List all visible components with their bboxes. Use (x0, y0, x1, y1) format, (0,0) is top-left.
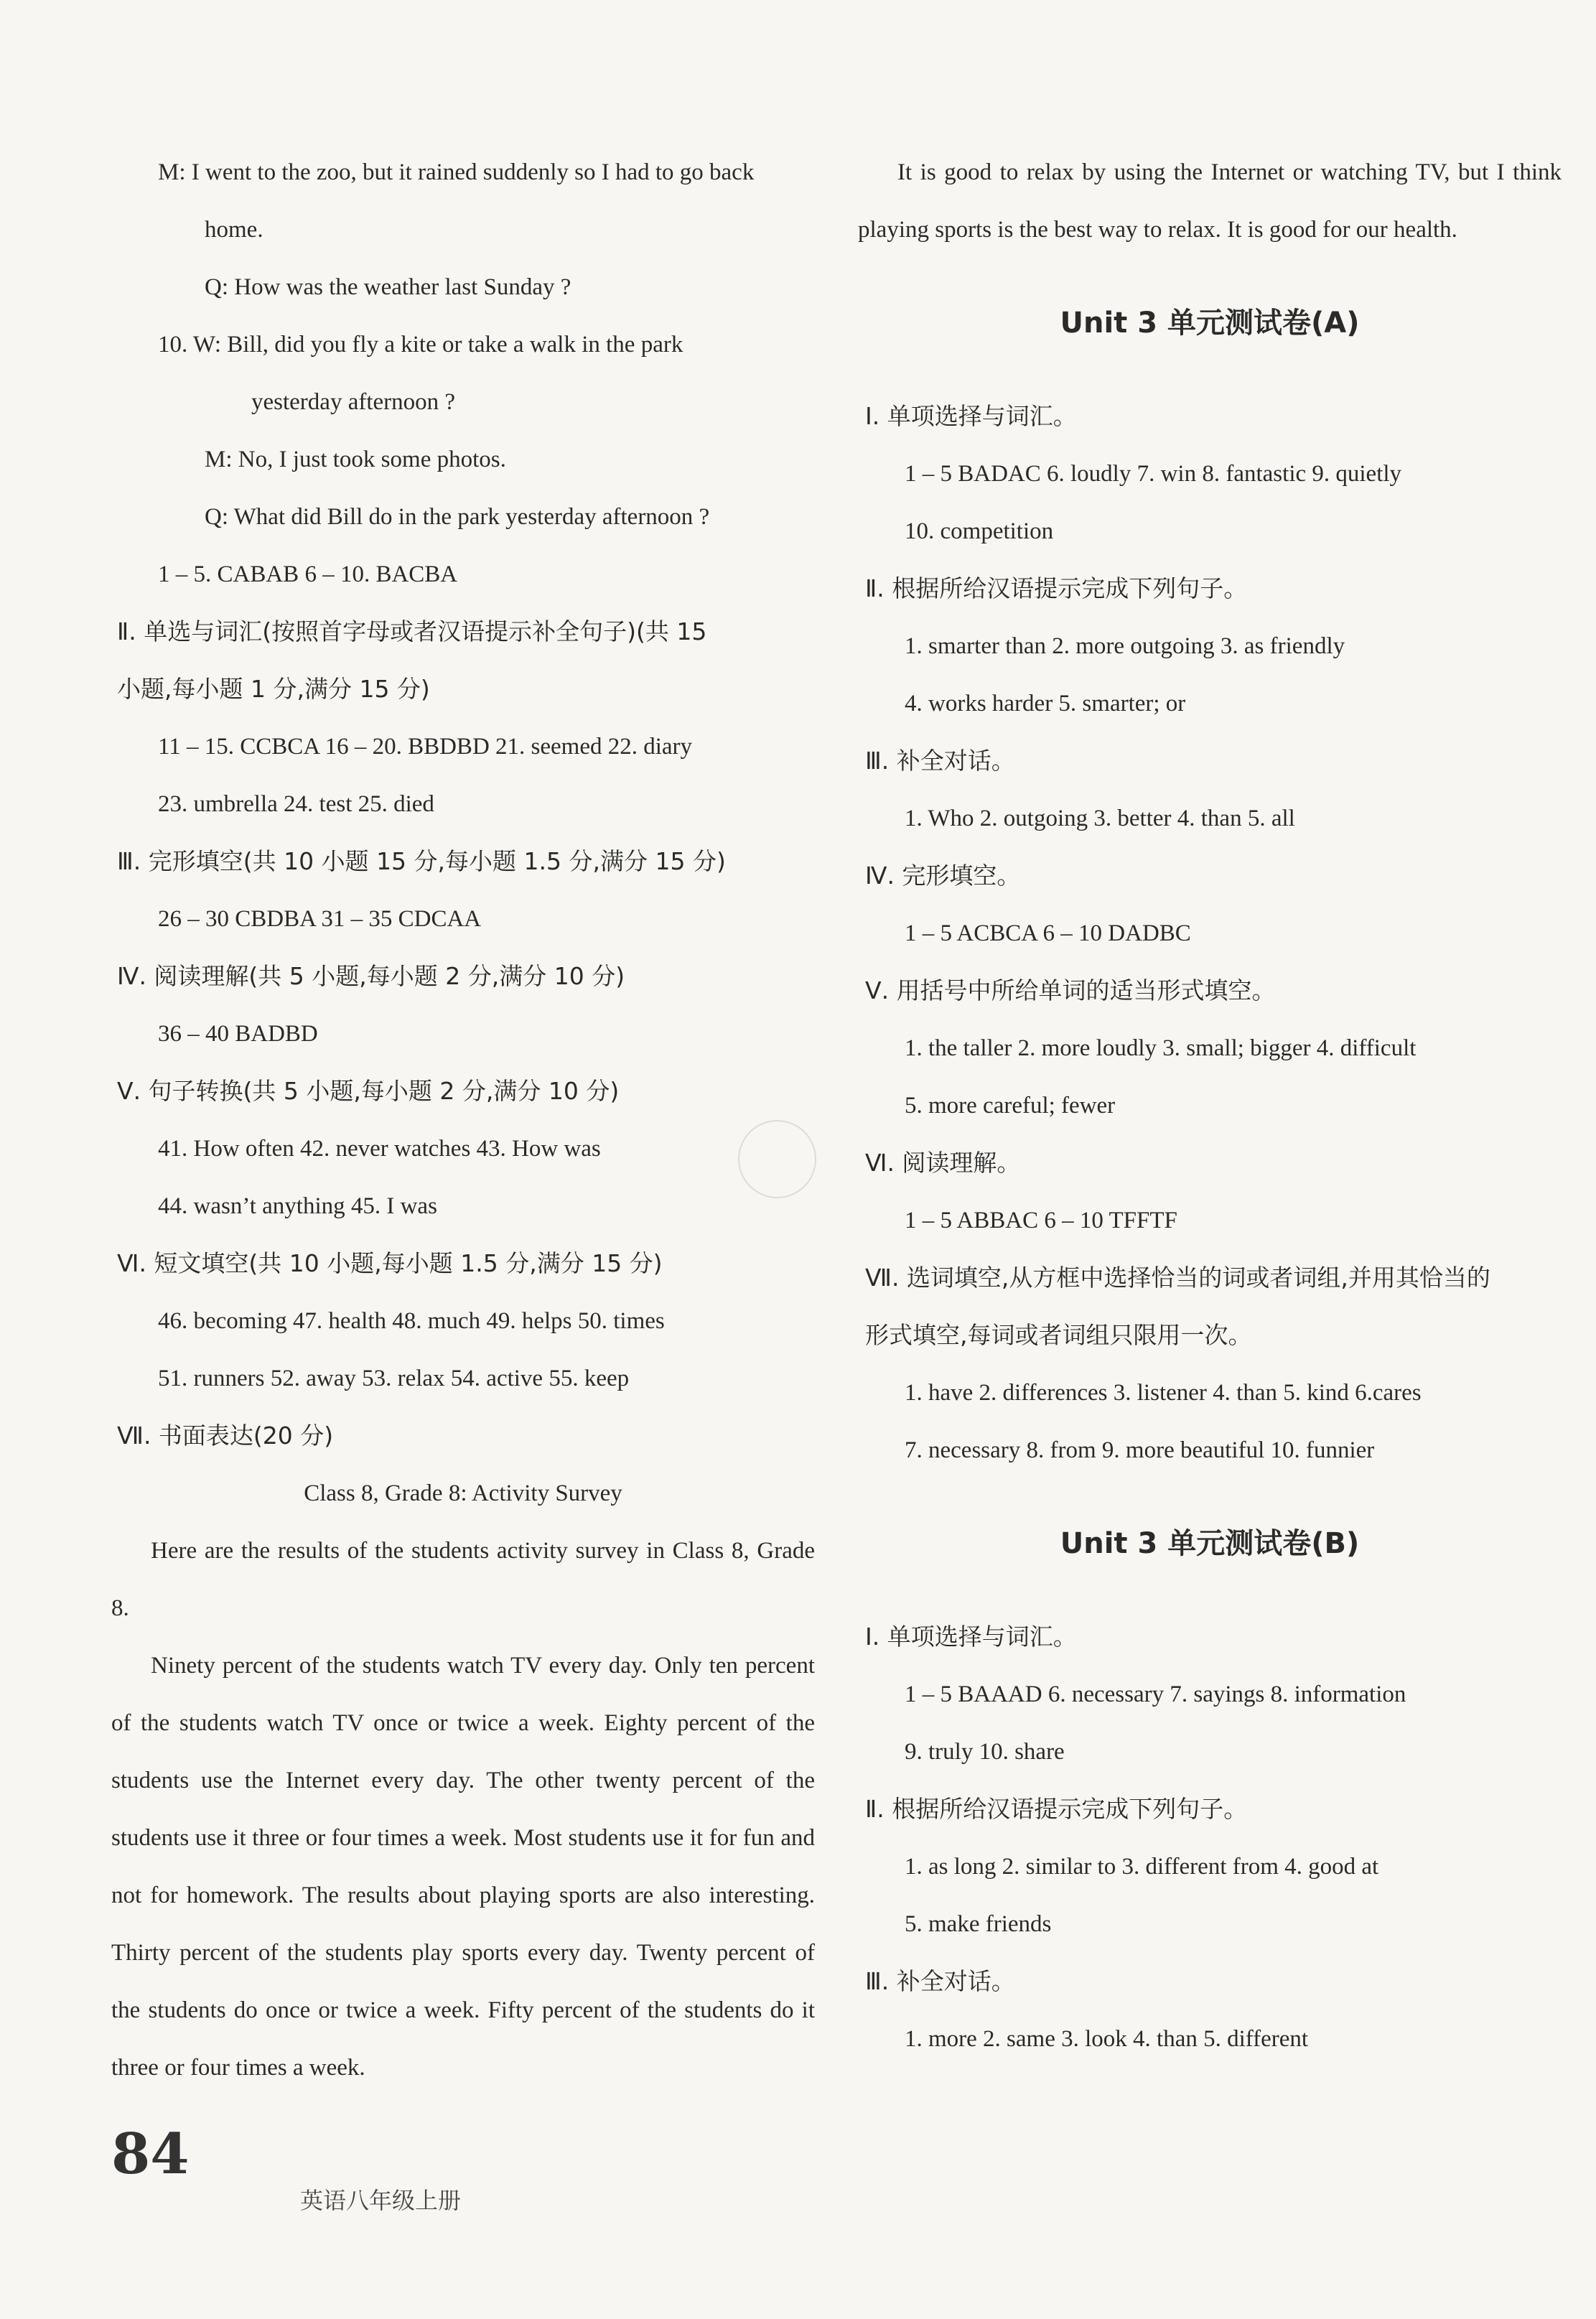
listening-line: 10. W: Bill, did you fly a kite or take a walk in the park (158, 332, 683, 358)
section-heading: 小题,每小题 1 分,满分 15 分) (117, 675, 430, 703)
section-heading: Ⅱ. 根据所给汉语提示完成下列句子。 (865, 1795, 1248, 1823)
section-heading: Ⅵ. 短文填空(共 10 小题,每小题 1.5 分,满分 15 分) (117, 1249, 663, 1277)
answer-line: 10. competition (905, 518, 1054, 544)
section-heading: Ⅶ. 书面表达(20 分) (117, 1422, 334, 1450)
listening-line: M: I went to the zoo, but it rained suddenly so I had to go back (158, 159, 755, 185)
stamp-logo (738, 1120, 816, 1198)
answer-line: 36 – 40 BADBD (158, 1021, 318, 1047)
section-heading: Ⅳ. 完形填空。 (865, 862, 1021, 890)
right-column (858, 144, 1562, 2068)
answer-line: 41. How often 42. never watches 43. How was (158, 1136, 601, 1162)
section-heading: Ⅶ. 选词填空,从方框中选择恰当的词或者词组,并用其恰当的 (865, 1264, 1490, 1292)
answer-line: 1 – 5 ABBAC 6 – 10 TFFTF (905, 1208, 1177, 1233)
section-heading: Ⅱ. 根据所给汉语提示完成下列句子。 (865, 574, 1248, 602)
answer-line: 5. more careful; fewer (905, 1093, 1116, 1119)
section-heading: Ⅰ. 单项选择与词汇。 (865, 1623, 1077, 1651)
answer-line: 4. works harder 5. smarter; or (905, 691, 1186, 717)
section-heading: Ⅱ. 单选与词汇(按照首字母或者汉语提示补全句子)(共 15 (117, 617, 707, 645)
page-number: 84 (111, 2122, 190, 2187)
answer-line: 1 – 5 ACBCA 6 – 10 DADBC (905, 920, 1191, 946)
answer-line: 1. the taller 2. more loudly 3. small; bigger 4. difficult (905, 1035, 1417, 1061)
section-heading: Ⅵ. 阅读理解。 (865, 1149, 1021, 1177)
answer-line: 1 – 5. CABAB 6 – 10. BACBA (158, 561, 458, 587)
section-heading: Ⅰ. 单项选择与词汇。 (865, 402, 1077, 430)
unit-a-title: Unit 3 单元测试卷(A) (1060, 307, 1360, 340)
answer-line: 1 – 5 BAAAD 6. necessary 7. sayings 8. information (905, 1681, 1406, 1707)
answer-line: 51. runners 52. away 53. relax 54. active 55. keep (158, 1366, 630, 1391)
answer-line: 1. Who 2. outgoing 3. better 4. than 5. all (905, 806, 1295, 831)
answer-line: 23. umbrella 24. test 25. died (158, 791, 434, 817)
answer-line: 9. truly 10. share (905, 1739, 1065, 1765)
section-heading: Ⅴ. 用括号中所给单词的适当形式填空。 (865, 976, 1276, 1004)
listening-line: yesterday afternoon ? (251, 389, 456, 415)
section-heading: Ⅲ. 完形填空(共 10 小题 15 分,每小题 1.5 分,满分 15 分) (117, 847, 726, 875)
answer-line: 1. smarter than 2. more outgoing 3. as friendly (905, 633, 1345, 659)
essay-title: Class 8, Grade 8: Activity Survey (304, 1480, 622, 1506)
section-heading: Ⅲ. 补全对话。 (865, 1967, 1015, 1995)
answer-line: 1 – 5 BADAC 6. loudly 7. win 8. fantastic 9. quietly (905, 461, 1402, 487)
answer-line: 26 – 30 CBDBA 31 – 35 CDCAA (158, 906, 482, 932)
book-title: 英语八年级上册 (300, 2187, 462, 2214)
answer-line: 46. becoming 47. health 48. much 49. helps 50. times (158, 1308, 665, 1334)
listening-line: Q: How was the weather last Sunday ? (205, 274, 571, 300)
listening-line: Q: What did Bill do in the park yesterday afternoon ? (205, 504, 710, 530)
section-heading: Ⅳ. 阅读理解(共 5 小题,每小题 2 分,满分 10 分) (117, 962, 625, 990)
listening-line: M: No, I just took some photos. (205, 447, 506, 472)
listening-line: home. (205, 217, 263, 243)
essay-paragraph: Here are the results of the students activity survey in Class 8, Grade 8. (111, 1538, 815, 1621)
unit-b-title: Unit 3 单元测试卷(B) (1060, 1527, 1360, 1560)
answer-line: 44. wasn’t anything 45. I was (158, 1193, 437, 1219)
answer-line: 1. have 2. differences 3. listener 4. than 5. kind 6.cares (905, 1380, 1422, 1406)
section-heading: Ⅲ. 补全对话。 (865, 747, 1015, 775)
answer-line: 7. necessary 8. from 9. more beautiful 10. funnier (905, 1437, 1375, 1463)
left-column (111, 144, 815, 2096)
essay-paragraph: It is good to relax by using the Internet or watching TV, but I think playing sports is the best way to relax. It is good for our health. (858, 159, 1562, 243)
answer-line: 11 – 15. CCBCA 16 – 20. BBDBD 21. seemed 22. diary (158, 734, 693, 760)
essay-paragraph: Ninety percent of the students watch TV every day. Only ten percent of the students watch TV once or twice a week. Eighty percent of the students use the Internet every day. The other twenty percent of the students use it three or four times a week. Most students use it for fun and not for homework. The results about playing sports are also interesting. Thirty percent of the students play sports every day. Twenty percent of the students do once or twice a week. Fifty percent of the students do it three or four times a week. (111, 1653, 815, 2081)
answer-line: 1. more 2. same 3. look 4. than 5. different (905, 2026, 1309, 2052)
section-heading: 形式填空,每词或者词组只限用一次。 (865, 1321, 1252, 1349)
answer-line: 5. make friends (905, 1911, 1052, 1937)
answer-line: 1. as long 2. similar to 3. different from 4. good at (905, 1854, 1379, 1880)
section-heading: Ⅴ. 句子转换(共 5 小题,每小题 2 分,满分 10 分) (117, 1077, 620, 1105)
